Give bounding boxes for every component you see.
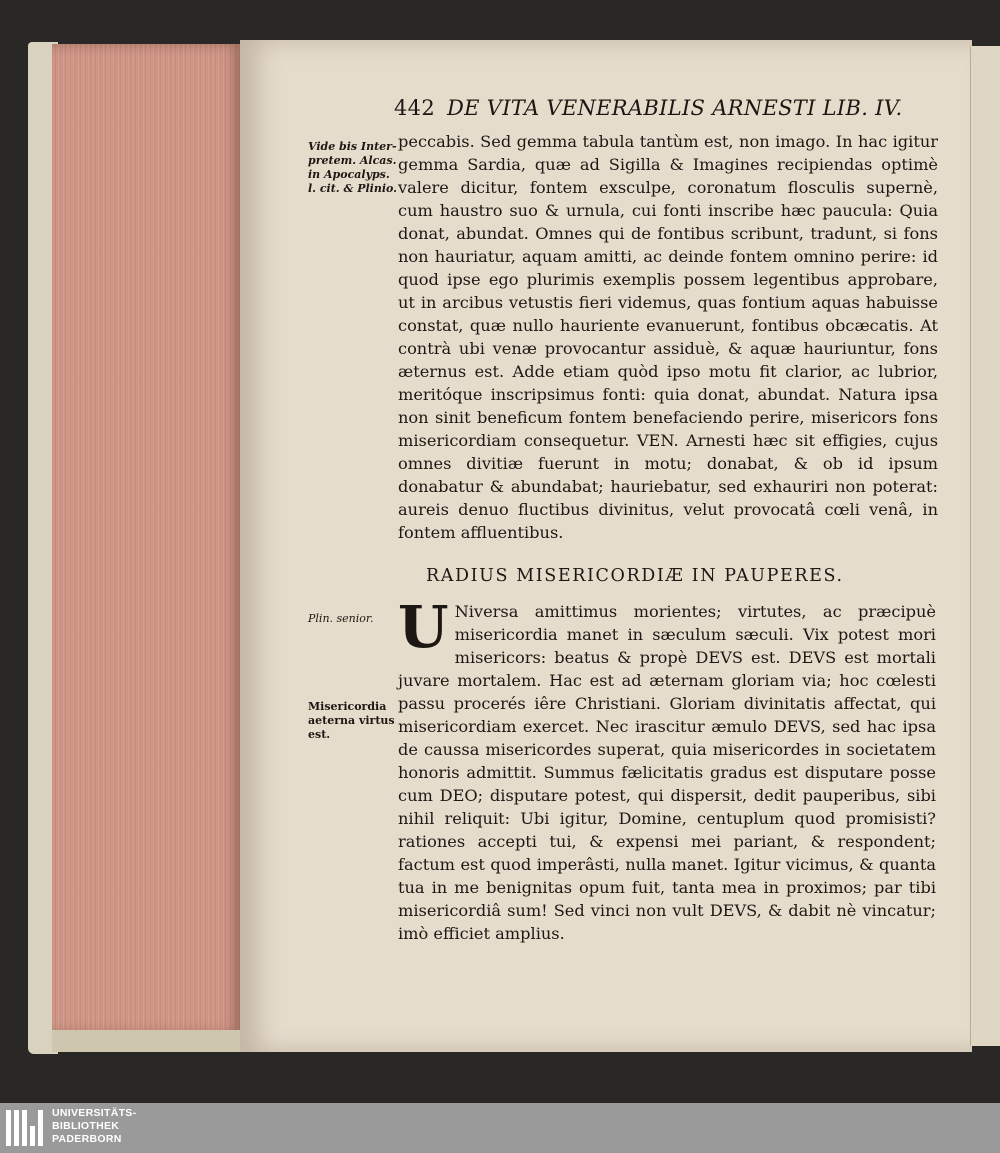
margin-note-1: Vide bis Inter-pretem. Alcas. in Apocalyps. l. cit. & Plinio. [308,140,397,195]
library-logo-icon [6,1110,46,1146]
section-heading: RADIUS MISERICORDIÆ IN PAUPERES. [426,566,844,586]
body-paragraph-1: peccabis. Sed gemma tabula tantùm est, non imago. In hac igitur gemma Sardia, quæ ad Sigilla & Imagines recipiendas optimè valere dicitur, fontem exsculpe, coronatum flosculis supernè, cum haustro suo & urnula, cui fonti inscribe hæc paucula: Quia donat, abundat. Omnes qui de fontibus scribunt, tradunt, si fons non hauriatur, aquam amitti, ac deinde fontem omnino perire: id quod ipse ego plurimis exemplis possem legentibus approbare, ut in arcibus vetustis fieri videmus, quas fontium aquas habuisse constat, quæ nullo hauriente evanuerunt, fontibus obcæcatis. At contrà ubi venæ provocantur assiduè, & aquæ hauriuntur, fons æternus est. Adde etiam quòd ipso motu fit clarior, ac lubrior, meritóque inscripsimus fonti: quia donat, abundat. Natura ipsa non sinit beneficum fontem benefaciendo perire, misericors fons misericordiam consequetur. VEN. Arnesti hæc sit effigies, cujus omnes divitiæ fuerunt in motu; donabat, & ob id ipsum donabatur & abundabat; hauriebatur, sed exhauriri non poterat: aureis denuo fluctibus divinitus, velut provocatâ cœli venâ, in fontem affluentibus. [398,132,938,542]
library-logo-text [52,1107,252,1151]
library-name-line-1: UNIVERSITÄTS- [52,1107,137,1119]
drop-capital: U [398,593,449,661]
page-edges-stack [52,44,242,1034]
body-paragraph-2 [398,593,936,943]
facing-page-edge [970,46,1000,1046]
library-name-line-3: PADERBORN [52,1133,122,1145]
library-footer-bar [0,1103,1000,1153]
library-name-line-2: BIBLIOTHEK [52,1120,120,1132]
page-number: 442 [394,96,435,120]
margin-note-2: Plin. senior. [308,612,374,625]
running-header [394,96,934,130]
margin-note-3: Misericordia aeterna virtus est. [308,700,395,741]
running-title: DE VITA VENERABILIS ARNESTI LIB. IV. [446,96,903,120]
paragraph-2-text: Niversa amittimus morientes; virtutes, ac præcipuè misericordia manet in sæculum sæculi. Vix potest mori misericors: beatus & propè DEVS est. DEVS est mortali juvare mortalem. Hac est ad æternam gloriam via; hoc cœlesti passu procerés iêre Christiani. Gloriam divinitatis affectat, qui misericordiam exercet. Nec irascitur æmulo DEVS, sed hac ipsa de caussa misericordes superat, quia misericordes in societatem honoris admittit. Summus fælicitatis gradus est disputare posse cum DEO; disputare potest, qui dispersit, dedit pauperibus, sibi nihil reliquit: Ubi igitur, Domine, centuplum quod promisisti? rationes accepti tui, & expensi mei pariant, & respondent; factum est quod imperâsti, nulla manet. Igitur vicimus, & quanta tua in me benignitas opum fuit, tanta mea in proximos; par tibi misericordiâ sum! Sed vinci non vult DEVS, & dabit nè vincatur; imò efficiet amplius. [398,602,936,943]
page-edges-bottom [52,1030,244,1052]
